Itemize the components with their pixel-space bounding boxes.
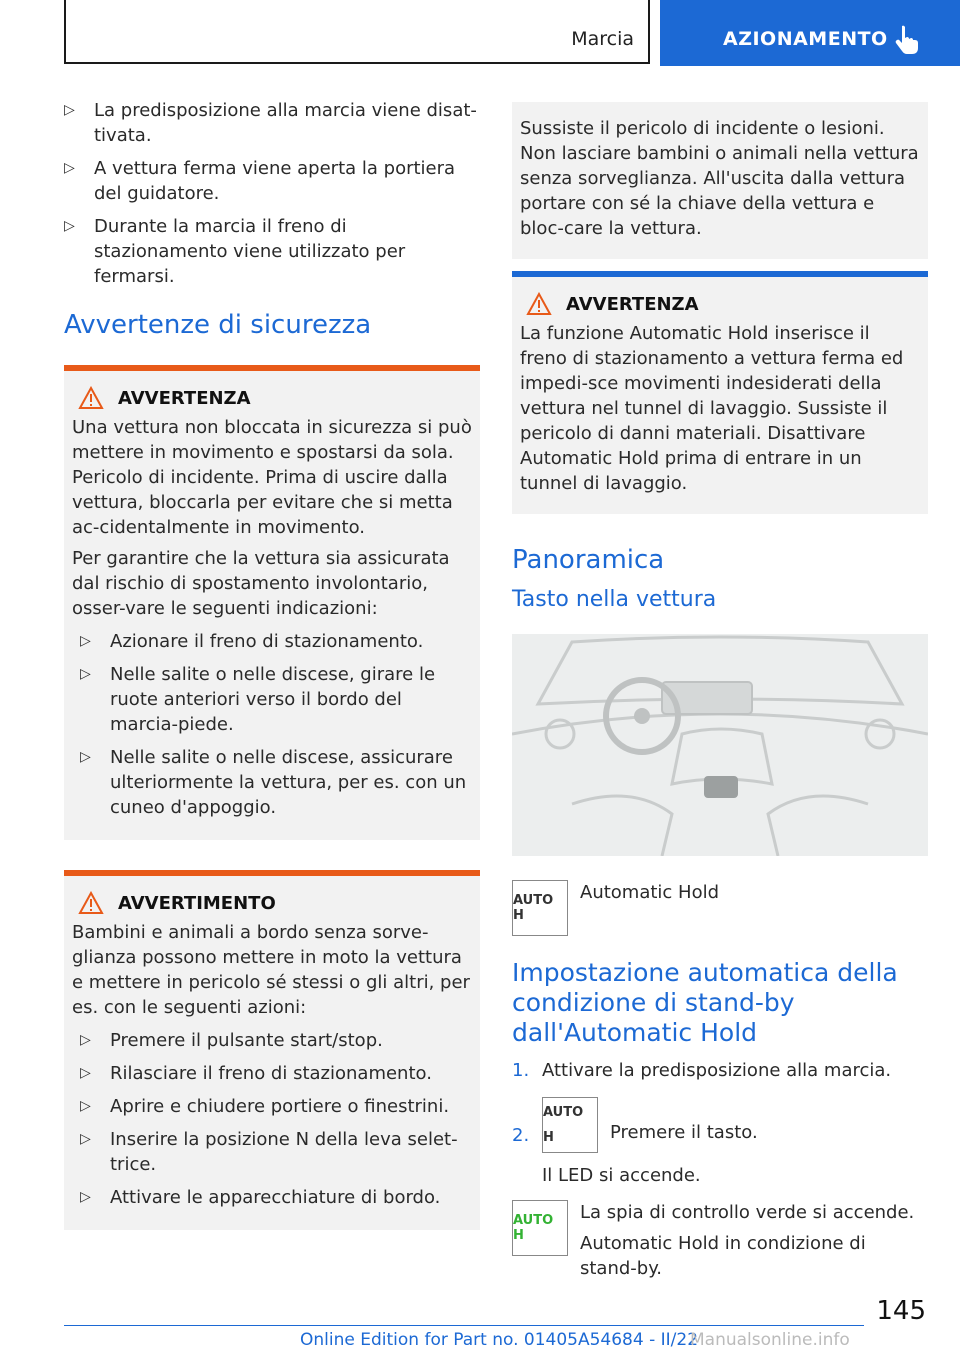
steps-list	[512, 1058, 928, 1153]
section-title-safety: Avvertenze di sicurezza	[64, 310, 372, 340]
arrow-bullet-icon: ▷	[64, 218, 75, 234]
arrow-bullet-icon: ▷	[80, 1032, 91, 1048]
warning-text: Una vettura non bloccata in sicurezza si può mettere in movimento e spostarsi da sola. Pericolo di incidente. Prima di uscire dalla vettura, bloccarla per evitare che si metta ac-cidentalmente in movimento.	[72, 417, 472, 538]
arrow-bullet-icon: ▷	[64, 102, 75, 118]
warning-triangle-icon	[78, 891, 104, 915]
indicator-row	[512, 1200, 928, 1281]
arrow-bullet-icon: ▷	[80, 749, 91, 765]
watermark: Manualsonline.info	[690, 1330, 850, 1350]
footer-divider	[64, 1325, 864, 1326]
indicator-text: Automatic Hold in condizione di stand-by.	[580, 1233, 866, 1279]
header-section-title: Marcia	[571, 28, 634, 50]
auto-h-button-icon: AUTO H	[542, 1097, 598, 1153]
subsection-title-standby: Impostazione automatica della condizione di stand-by dall'Automatic Hold	[512, 958, 898, 1047]
warning-box-3	[512, 271, 928, 514]
subsection-title-button: Tasto nella vettura	[512, 587, 717, 612]
warning-text: Bambini e animali a bordo senza sorve-glianza possono mettere in moto la vettura e mettere in pericolo sé stessi o gli altri, per es. con le seguenti azioni:	[72, 922, 470, 1018]
list-item: ▷ Inserire la posizione N della leva selet-trice.	[80, 1129, 458, 1175]
auto-h-button-icon: AUTO H	[512, 880, 568, 936]
list-item: ▷ A vettura ferma viene aperta la portiera del guidatore.	[64, 158, 456, 204]
intro-bullet-list	[64, 98, 480, 289]
list-item: 2. AUTO H Premere il tasto.	[512, 1093, 928, 1153]
warning-triangle-icon	[526, 292, 552, 316]
header-chapter-tab	[660, 0, 960, 66]
warning-bullet-list	[72, 629, 472, 820]
auto-h-indicator-icon: AUTO H	[512, 1200, 568, 1256]
list-item: ▷ Nelle salite o nelle discese, assicurare ulteriormente la vettura, per es. con un cuneo d'appoggio.	[80, 747, 467, 818]
hand-pointer-icon	[894, 24, 920, 54]
section-title-overview: Panoramica	[512, 545, 665, 575]
button-legend-row	[512, 880, 928, 936]
header-chapter-title: AZIONAMENTO	[723, 28, 888, 50]
warning-title: AVVERTENZA	[520, 291, 920, 317]
right-column	[512, 102, 928, 1297]
list-item: ▷ Attivare le apparecchiature di bordo.	[80, 1187, 441, 1208]
led-text: Il LED si accende.	[542, 1165, 701, 1186]
warning-box-2	[64, 870, 480, 1230]
header-section-box	[64, 0, 650, 64]
car-interior-illustration	[512, 634, 928, 856]
arrow-bullet-icon: ▷	[80, 666, 91, 682]
list-item: ▷ Aprire e chiudere portiere o finestrini.	[80, 1096, 450, 1117]
list-item: ▷ Nelle salite o nelle discese, girare le ruote anteriori verso il bordo del marcia-piede.	[80, 664, 436, 735]
list-item: ▷ Durante la marcia il freno di stazionamento viene utilizzato per fermarsi.	[64, 216, 406, 287]
warning-box-1	[64, 365, 480, 840]
left-column	[64, 98, 480, 1260]
warning-title: AVVERTIMENTO	[72, 890, 472, 916]
warning-triangle-icon	[78, 386, 104, 410]
arrow-bullet-icon: ▷	[80, 1131, 91, 1147]
list-item: ▷ Rilasciare il freno di stazionamento.	[80, 1063, 432, 1084]
warning-title: AVVERTENZA	[72, 385, 472, 411]
button-legend-label: Automatic Hold	[580, 882, 720, 903]
list-item: 1. Attivare la predisposizione alla marcia.	[512, 1060, 892, 1081]
footer-edition: Online Edition for Part no. 01405A54684 - II/22	[300, 1330, 699, 1350]
warning-text: La funzione Automatic Hold inserisce il freno di stazionamento a vettura ferma ed impedi-sce movimenti indesiderati della vettura nel tunnel di lavaggio. Sussiste il pericolo di danni materiali. Disattivare Automatic Hold prima di entrare in un tunnel di lavaggio.	[520, 323, 904, 494]
page-number: 145	[876, 1296, 926, 1326]
warning-text: Per garantire che la vettura sia assicurata dal rischio di spostamento involontario, osser-vare le seguenti indicazioni:	[72, 548, 450, 619]
warning-text: Sussiste il pericolo di incidente o lesioni. Non lasciare bambini o animali nella vettura senza sorveglianza. All'uscita dalla vettura portare con sé la chiave della vettura e bloc-care la vettura.	[520, 118, 919, 239]
warning-continuation-box	[512, 102, 928, 259]
arrow-bullet-icon: ▷	[80, 1189, 91, 1205]
list-item: ▷ La predisposizione alla marcia viene disat-tivata.	[64, 100, 477, 146]
arrow-bullet-icon: ▷	[80, 633, 91, 649]
indicator-text: La spia di controllo verde si accende.	[580, 1202, 915, 1223]
arrow-bullet-icon: ▷	[80, 1065, 91, 1081]
arrow-bullet-icon: ▷	[64, 160, 75, 176]
arrow-bullet-icon: ▷	[80, 1098, 91, 1114]
list-item: ▷ Premere il pulsante start/stop.	[80, 1030, 383, 1051]
list-item: ▷ Azionare il freno di stazionamento.	[80, 631, 424, 652]
warning-bullet-list	[72, 1028, 472, 1210]
